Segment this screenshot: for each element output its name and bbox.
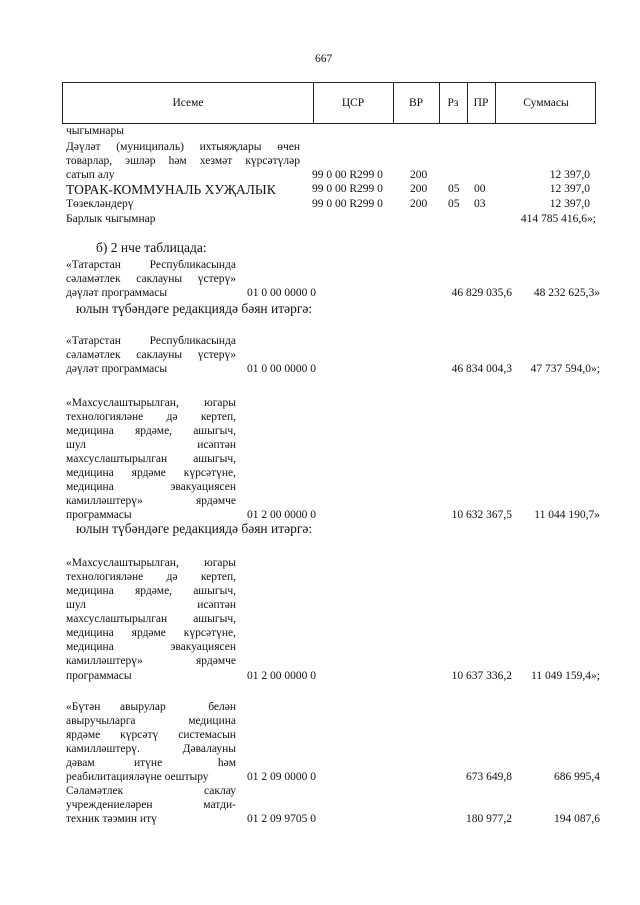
program-name: техник тәэмин итү — [66, 813, 157, 825]
row-text: сатып алу — [66, 169, 115, 181]
header-pr: ПР — [473, 97, 489, 109]
csr-code: 01 0 00 0000 0 — [247, 287, 316, 299]
sum-value: 11 049 159,4»; — [531, 670, 600, 682]
row-text: Төзекләндерү — [66, 198, 134, 210]
total-value: 414 785 416,6»; — [520, 213, 596, 225]
program-name: авыручыларга — [66, 715, 136, 727]
program-name: итүне — [134, 757, 163, 769]
program-name: медицина ярдәме күрсәтүне, — [66, 467, 236, 479]
sum-value: 46 829 035,6 — [451, 287, 512, 299]
program-name: белән — [208, 701, 236, 713]
program-name: камилләштерү» — [66, 495, 143, 507]
program-name: технологияләне дә кертеп, — [66, 571, 236, 583]
program-name: технологияләне дә кертеп, — [66, 411, 236, 423]
sum-value: 686 995,4 — [554, 771, 600, 783]
row-text: чыгымнары — [66, 125, 124, 137]
program-name: «Татарстан Республикасында — [66, 335, 236, 347]
program-name: дәвам — [66, 757, 95, 769]
pr-code: 00 — [474, 183, 486, 195]
program-name: эвакуациясен — [170, 641, 236, 653]
replace-phrase: юлын түбәндәге редакциядә бәян итәргә: — [76, 301, 313, 316]
sum-value: 180 977,2 — [466, 813, 512, 825]
vr-code: 200 — [410, 169, 428, 181]
program-name: авырулар — [120, 701, 166, 713]
sum-value: 48 232 625,3» — [533, 287, 600, 299]
program-name: сәламәтлек саклауны үстерү» — [66, 349, 236, 361]
program-name: «Бүтән — [66, 701, 101, 713]
program-name: медицина — [66, 481, 114, 493]
header-name: Исеме — [172, 97, 204, 109]
csr-code: 01 2 09 0000 0 — [247, 771, 316, 783]
program-name: медицина ярдәме күрсәтүне, — [66, 627, 236, 639]
program-name: ярдәмче — [195, 655, 236, 667]
program-name: программасы — [66, 509, 132, 521]
sum-value: 194 087,6 — [554, 813, 600, 825]
program-name: шул — [66, 599, 86, 611]
page-number: 667 — [315, 53, 333, 65]
program-name: медицина — [66, 641, 114, 653]
csr-code: 99 0 00 R299 0 — [312, 198, 383, 210]
sum-value: 47 737 594,0»; — [530, 363, 600, 375]
csr-code: 01 2 09 9705 0 — [247, 813, 316, 825]
program-name: медицина — [188, 715, 236, 727]
csr-code: 99 0 00 R299 0 — [312, 169, 383, 181]
header-rz: Рз — [447, 97, 459, 109]
csr-code: 01 2 00 0000 0 — [247, 509, 316, 521]
program-name: «Махсуслаштырылган, югары — [66, 397, 236, 409]
program-name: Сәламәтлек — [66, 785, 124, 797]
vr-code: 200 — [410, 198, 428, 210]
program-name: махсуслаштырылган ашыгыч, — [66, 613, 236, 625]
program-name: «Татарстан Республикасында — [66, 259, 236, 271]
sum-value: 10 632 367,5 — [451, 509, 512, 521]
program-name: программасы — [66, 670, 132, 682]
row-text: товарлар, эшләр һәм хезмәт күрсәтүләр — [66, 155, 300, 167]
header-vr: ВР — [408, 97, 424, 109]
replace-phrase: юлын түбәндәге редакциядә бәян итәргә: — [76, 521, 313, 536]
program-name: дәүләт программасы — [66, 287, 168, 299]
sum-value: 11 044 190,7» — [534, 509, 600, 521]
table-header — [62, 82, 596, 124]
header-sum: Суммасы — [523, 97, 569, 109]
sum-value: 673 649,8 — [466, 771, 512, 783]
program-name: шул — [66, 439, 86, 451]
sum-value: 12 397,0 — [549, 183, 590, 195]
program-name: эвакуациясен — [170, 481, 236, 493]
sum-value: 10 637 336,2 — [451, 670, 512, 682]
sum-value: 12 397,0 — [549, 198, 590, 210]
program-name: дәүләт программасы — [66, 363, 168, 375]
program-name: «Махсуслаштырылган, югары — [66, 557, 236, 569]
program-name: камилләштерү» — [66, 655, 143, 667]
header-csr: ЦСР — [341, 97, 365, 109]
program-name: ярдәме күрсәтү системасын — [66, 729, 236, 741]
program-name: медицина ярдәме, ашыгыч, — [66, 425, 236, 437]
csr-code: 01 0 00 0000 0 — [247, 363, 316, 375]
program-name: реабилитацияләүне оештыру — [66, 771, 209, 783]
program-name: сәламәтлек саклауны үстерү» — [66, 273, 236, 285]
csr-code: 99 0 00 R299 0 — [312, 183, 383, 195]
program-name: һәм — [217, 757, 236, 769]
sum-value: 46 834 004,3 — [451, 363, 512, 375]
program-name: исәптән — [197, 599, 236, 611]
program-name: камилләштерү. — [66, 743, 140, 755]
program-name: ярдәмче — [195, 495, 236, 507]
row-text: Барлык чыгымнар — [66, 213, 156, 225]
program-name: медицина ярдәме, ашыгыч, — [66, 585, 236, 597]
program-name: махсуслаштырылган ашыгыч, — [66, 453, 236, 465]
row-text: Дәүләт (муниципаль) ихтыяҗлары өчен — [66, 141, 300, 153]
program-name: исәптән — [197, 439, 236, 451]
csr-code: 01 2 00 0000 0 — [247, 670, 316, 682]
pr-code: 03 — [474, 198, 486, 210]
sum-value: 12 397,0 — [549, 169, 590, 181]
rz-code: 05 — [448, 183, 460, 195]
section-heading: б) 2 нче таблицада: — [96, 240, 207, 255]
program-name: Дәвалауны — [182, 743, 236, 755]
program-name: саклау — [204, 785, 236, 797]
program-name: учреждениеләрен матди- — [66, 799, 236, 811]
rz-code: 05 — [448, 198, 460, 210]
vr-code: 200 — [410, 183, 428, 195]
row-text: ТОРАК-КОММУНАЛЬ ХУҖАЛЫК — [66, 182, 276, 197]
